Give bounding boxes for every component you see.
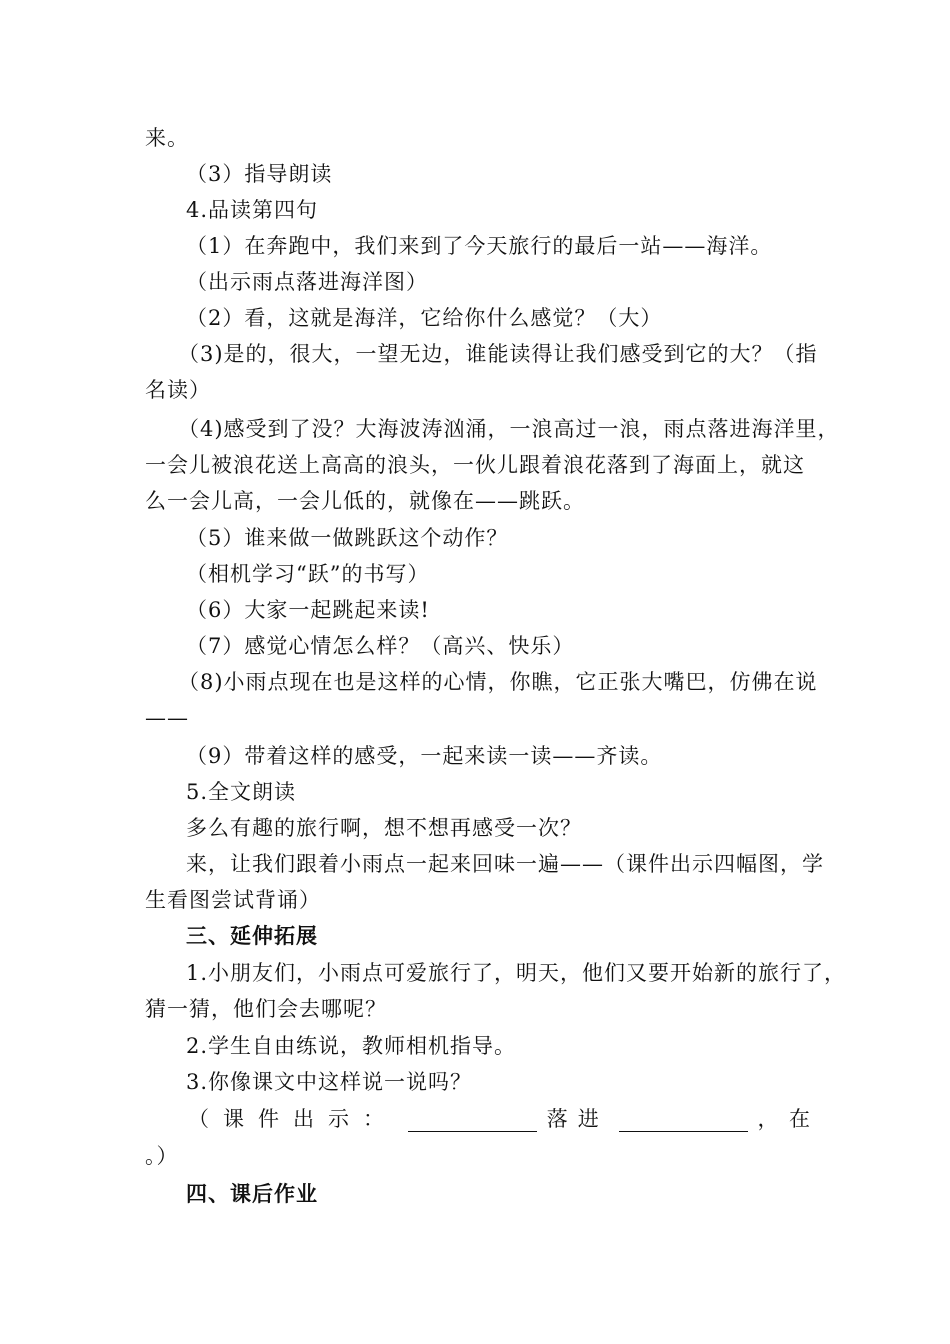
section-subheading: 4.品读第四句 xyxy=(186,198,319,222)
text-line: 3.你像课文中这样说一说吗？ xyxy=(186,1070,473,1094)
exercise-prefix: （课件出示： xyxy=(188,1107,398,1131)
section-heading: 四、课后作业 xyxy=(186,1182,318,1206)
text-line: （2）看，这就是海洋，它给你什么感觉？（大） xyxy=(186,306,663,330)
text-line: （6）大家一起跳起来读! xyxy=(186,598,430,622)
blank-line xyxy=(408,1107,537,1132)
text-line: 名读） xyxy=(145,378,211,402)
section-subheading: 5.全文朗读 xyxy=(186,780,297,804)
text-line: （出示雨点落进海洋图） xyxy=(186,270,428,294)
text-line: 来，让我们跟着小雨点一起来回味一遍——（课件出示四幅图，学 xyxy=(186,852,824,876)
text-line: 来。 xyxy=(145,126,189,150)
text-line: —— xyxy=(145,706,189,730)
text-line: 一会儿被浪花送上高高的浪头，一伙儿跟着浪花落到了海面上，就这 xyxy=(145,453,805,477)
text-line: （7）感觉心情怎么样？（高兴、快乐） xyxy=(186,634,575,658)
text-line: 1.小朋友们，小雨点可爱旅行了，明天，他们又要开始新的旅行了， xyxy=(186,961,847,985)
text-line: （4)感受到了没？大海波涛汹涌，一浪高过一浪，雨点落进海洋里， xyxy=(178,417,840,441)
exercise-end: ， 在 xyxy=(757,1107,810,1131)
text-line: （3)是的，很大，一望无边，谁能读得让我们感受到它的大？（指 xyxy=(178,342,818,366)
text-line: （3）指导朗读 xyxy=(186,162,333,186)
exercise-middle: 落进 xyxy=(546,1107,609,1131)
blank-line xyxy=(619,1107,748,1132)
text-line: 猜一猜，他们会去哪呢？ xyxy=(145,997,387,1021)
section-heading: 三、延伸拓展 xyxy=(186,924,318,948)
text-line: 么一会儿高，一会儿低的，就像在——跳跃。 xyxy=(145,489,585,513)
text-line: 生看图尝试背诵） xyxy=(145,888,321,912)
text-line: （9）带着这样的感受，一起来读一读——齐读。 xyxy=(186,744,663,768)
text-line: （5）谁来做一做跳跃这个动作？ xyxy=(186,526,509,550)
fill-in-exercise xyxy=(188,1101,810,1137)
text-line: （1）在奔跑中，我们来到了今天旅行的最后一站——海洋。 xyxy=(186,234,773,258)
text-line: 多么有趣的旅行啊，想不想再感受一次？ xyxy=(186,816,582,840)
text-line: （8)小雨点现在也是这样的心情，你瞧，它正张大嘴巴，仿佛在说 xyxy=(178,670,818,694)
text-line: （相机学习“跃”的书写） xyxy=(186,562,430,586)
text-line: 。） xyxy=(145,1144,179,1168)
text-line: 2.学生自由练说，教师相机指导。 xyxy=(186,1034,517,1058)
